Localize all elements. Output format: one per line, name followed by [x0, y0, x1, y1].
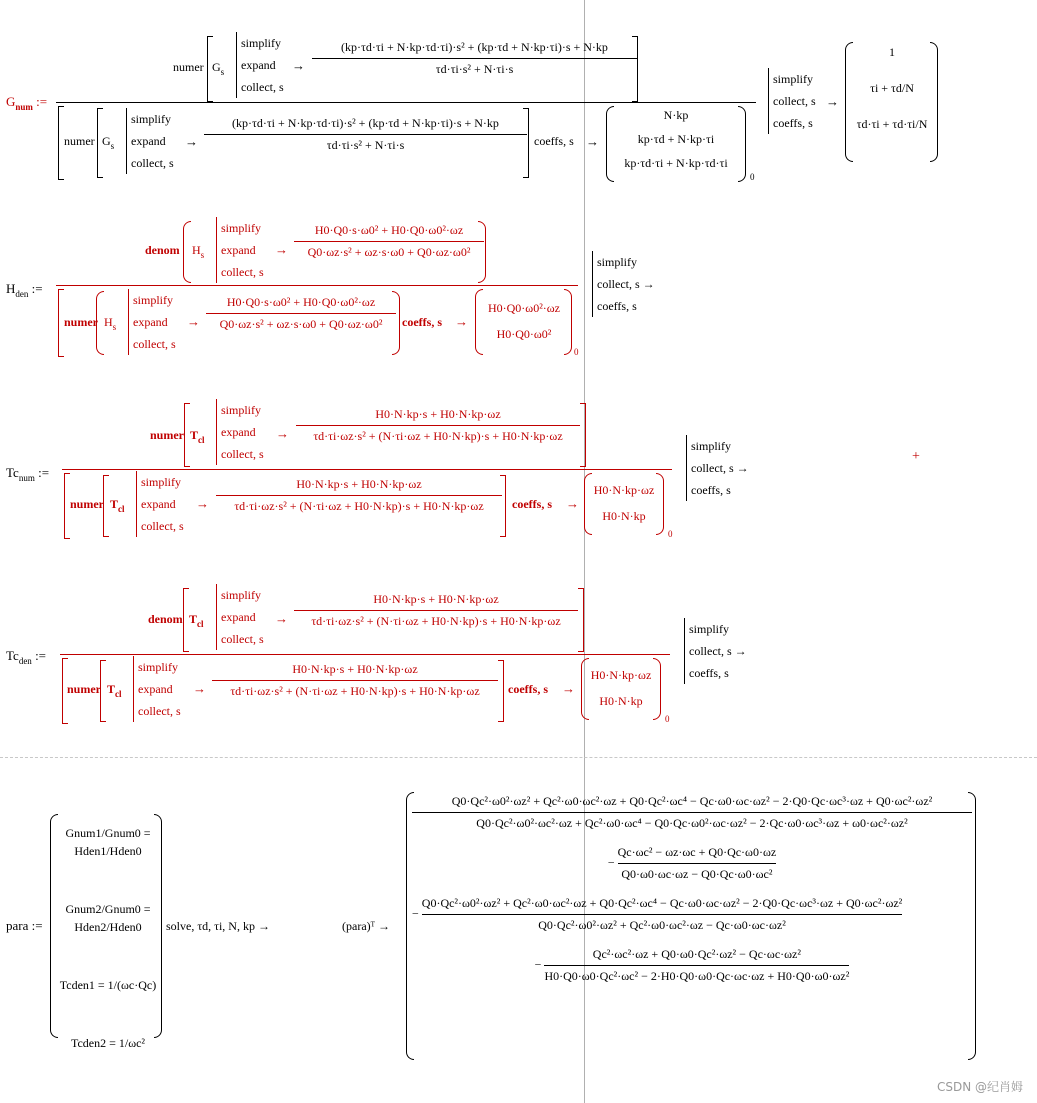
h-den-definition[interactable] [0, 215, 700, 365]
coeffs-keyword: coeffs, s [508, 682, 548, 696]
tc-den-fraction-bottom: H0·N·kp·s + H0·N·kp·ωz τd·τi·ωz·s² + (N·τi·ωz + H0·N·kp)·s + H0·N·kp·ωz [212, 662, 498, 699]
main-fraction-bar [56, 285, 578, 286]
function-name: $G_s$ [212, 60, 225, 77]
h-den-fraction: H0·Q0·s·ω0² + H0·Q0·ω0²·ωz Q0·ωz·s² + ωz·s·ω0 + Q0·ωz·ω0² [294, 223, 484, 260]
right-paren [968, 792, 976, 1060]
g-num-fraction-bottom: (kp·τd·τi + N·kp·τd·τi)·s² + (kp·τd + N·kp·τi)·s + N·kp τd·τi·s² + N·τi·s [204, 116, 527, 153]
result-row-n: − Q0·Qc²·ω0²·ωz² + Qc²·ω0·ωc²·ωz + Q0·Qc²·ωc⁴ − Qc·ω0·ωc·ωz² − 2·Q0·Qc·ωc³·ωz + Q0·ωc²·ωz² Q0·Qc²·ω0²·ωz² + Qc²·ω0·ωc²·ωz − Qc·ω0·ωc·ωz² [412, 896, 903, 932]
tc-num-definition[interactable] [0, 395, 760, 545]
denom-keyword: denom [148, 612, 183, 626]
numer-keyword: numer [64, 134, 95, 148]
tc-den-definition[interactable] [0, 580, 760, 730]
result-row-tau-i: − $\frac{\text{Qc·ωc² − ωz·ωc + Q0·Qc·ω0·ωz}}{\text{Q0·ω0·ωc·ωz − Q0·Qc·ω0·ωc²}}$ [607, 845, 777, 881]
equation-system [58, 816, 158, 1052]
equation: Gnum2/Gnum0 = Hden2/Hden0 [65, 902, 151, 934]
right-bracket [580, 403, 586, 467]
function-name: $H_s$ [104, 315, 117, 332]
region-separator [0, 757, 1037, 758]
right-bracket [500, 475, 506, 537]
right-paren [653, 658, 661, 720]
operator-list: simplify expand collect, s [216, 217, 264, 283]
left-paren [50, 814, 58, 1038]
operator-list: simplify expand collect, s [126, 108, 174, 174]
evaluate-arrow: → [275, 242, 288, 257]
function-name: $G_s$ [102, 134, 115, 151]
evaluate-arrow: → [185, 134, 198, 149]
evaluate-arrow: → [586, 134, 599, 149]
equation: Tcden2 = 1/ωc² [70, 1036, 146, 1050]
main-fraction-bar [62, 469, 672, 470]
outer-operator-list: simplify collect, s coeffs, s [768, 68, 816, 134]
function-name: $T_{cl}$ [190, 428, 205, 445]
coefficient-vector: H0·Q0·ω0²·ωz H0·Q0·ω0² [487, 301, 561, 341]
g-num-fraction: (kp·τd·τi + N·kp·τd·τi)·s² + (kp·τd + N·kp·τi)·s + N·kp τd·τi·s² + N·τi·s [312, 40, 637, 77]
denom-keyword: denom [145, 243, 180, 257]
function-name: $T_{cl}$ [110, 497, 125, 514]
outer-operator-list: simplify collect, s → coeffs, s [684, 618, 747, 684]
outer-operator-list: simplify collect, s → coeffs, s [592, 251, 655, 317]
right-paren [656, 473, 664, 535]
evaluate-arrow: → [826, 94, 839, 109]
right-bracket [578, 588, 584, 652]
coefficient-vector: H0·N·kp·ωz H0·N·kp [590, 668, 652, 708]
numer-keyword: numer [150, 428, 184, 442]
coeffs-keyword: coeffs, s [402, 315, 442, 329]
operator-list: simplify expand collect, s [128, 289, 176, 355]
right-bracket [523, 108, 529, 178]
right-paren [392, 291, 400, 355]
tc-num-fraction: H0·N·kp·s + H0·N·kp·ωz τd·τi·ωz·s² + (N·τi·ωz + H0·N·kp)·s + H0·N·kp·ωz [296, 407, 580, 444]
tc-den-label[interactable]: $Tc_{den}$ := [6, 648, 47, 666]
g-num-definition[interactable] [0, 30, 960, 190]
function-name: $T_{cl}$ [189, 612, 204, 629]
right-paren [154, 814, 162, 1038]
equation: Tcden1 = 1/(ωc·Qc) [59, 978, 157, 992]
equation: Gnum1/Gnum0 = Hden1/Hden0 [65, 826, 151, 858]
right-bracket [632, 36, 638, 102]
solve-keyword: solve, τd, τi, N, kp → [166, 919, 270, 933]
evaluate-arrow: → [455, 314, 468, 329]
evaluate-arrow: → [193, 681, 206, 696]
evaluate-arrow: → [275, 611, 288, 626]
operator-list: simplify expand collect, s [236, 32, 284, 98]
function-name: $H_s$ [192, 243, 205, 260]
right-paren [564, 289, 572, 355]
vector-index: 0 [665, 714, 670, 724]
coefficient-vector: N·kp kp·τd + N·kp·τi kp·τd·τi + N·kp·τd·τi [624, 108, 728, 170]
numer-keyword: numer [70, 497, 104, 511]
coeffs-keyword: coeffs, s [512, 497, 552, 511]
vector-index: 0 [750, 172, 755, 182]
result-vector: 1 τi + τd/N τd·τi + τd·τi/N [856, 45, 928, 131]
right-paren [930, 42, 938, 162]
evaluate-arrow: → [276, 426, 289, 441]
operator-list: simplify expand collect, s [133, 656, 181, 722]
right-bracket [498, 660, 504, 722]
left-paren [183, 221, 191, 283]
tc-num-fraction-bottom: H0·N·kp·s + H0·N·kp·ωz τd·τi·ωz·s² + (N·τi·ωz + H0·N·kp)·s + H0·N·kp·ωz [216, 477, 502, 514]
left-bracket [103, 475, 109, 537]
evaluate-arrow: → [562, 681, 575, 696]
numer-keyword: numer [173, 60, 204, 74]
tc-den-fraction: H0·N·kp·s + H0·N·kp·ωz τd·τi·ωz·s² + (N·τi·ωz + H0·N·kp)·s + H0·N·kp·ωz [294, 592, 578, 629]
outer-operator-list: simplify collect, s → coeffs, s [686, 435, 749, 501]
operator-list: simplify expand collect, s [216, 584, 264, 650]
evaluate-arrow: → [566, 496, 579, 511]
evaluate-arrow: → [292, 58, 305, 73]
evaluate-arrow: → [187, 314, 200, 329]
result-matrix [412, 794, 972, 984]
evaluate-arrow: → [196, 496, 209, 511]
coeffs-keyword: coeffs, s [534, 134, 574, 148]
tc-num-label[interactable]: $Tc_{num}$ := [6, 465, 50, 483]
h-den-label[interactable]: $H_{den}$ := [6, 281, 43, 299]
watermark: CSDN @纪肖姆 [936, 1080, 1023, 1094]
h-den-fraction-bottom: H0·Q0·s·ω0² + H0·Q0·ω0²·ωz Q0·ωz·s² + ωz·s·ω0 + Q0·ωz·ω0² [206, 295, 396, 332]
function-name: $T_{cl}$ [107, 682, 122, 699]
right-paren [478, 221, 486, 283]
result-row-kp: − $\frac{\text{Qc²·ωc²·ωz + Q0·ω0·Qc²·ωz² − Qc·ωc·ωz²}}{\text{H0·Q0·ω0·Qc²·ωc² − 2·H0·Q0·ω0·Qc·ωc·ωz + H0·Q0·ω0·ωz²}}$ [534, 947, 850, 983]
left-bracket [100, 660, 106, 722]
g-num-label[interactable]: $G_{num}$ := [6, 94, 48, 112]
main-fraction-bar [60, 654, 670, 655]
vector-index: 0 [574, 347, 579, 357]
transpose-keyword: (para)ᵀ → [342, 919, 390, 933]
numer-keyword: numer [67, 682, 101, 696]
right-paren [738, 106, 746, 182]
coefficient-vector: H0·N·kp·ωz H0·N·kp [593, 483, 655, 523]
operator-list: simplify expand collect, s [216, 399, 264, 465]
para-label[interactable]: para := [6, 918, 43, 933]
vector-index: 0 [668, 529, 673, 539]
insertion-cursor-plus[interactable]: + [912, 449, 920, 464]
left-paren [96, 291, 104, 355]
main-fraction-bar [56, 102, 756, 103]
operator-list: simplify expand collect, s [136, 471, 184, 537]
result-row-tau-d: Q0·Qc²·ω0²·ωz² + Qc²·ω0·ωc²·ωz + Q0·Qc²·ωc⁴ − Qc·ω0·ωc·ωz² − 2·Q0·Qc·ωc³·ωz + Q0·ωc²·ωz² Q0·Qc²·ω0²·ωc²·ωz + Qc²·ω0·ωc⁴ − Q0·Qc·ω0²·ωc·ωz² − 2·Qc·ω0·ωc³·ωz + ω0·ωc²·ωz² [412, 794, 972, 831]
para-definition[interactable] [0, 790, 1000, 1070]
numer-keyword: numer [64, 315, 98, 329]
